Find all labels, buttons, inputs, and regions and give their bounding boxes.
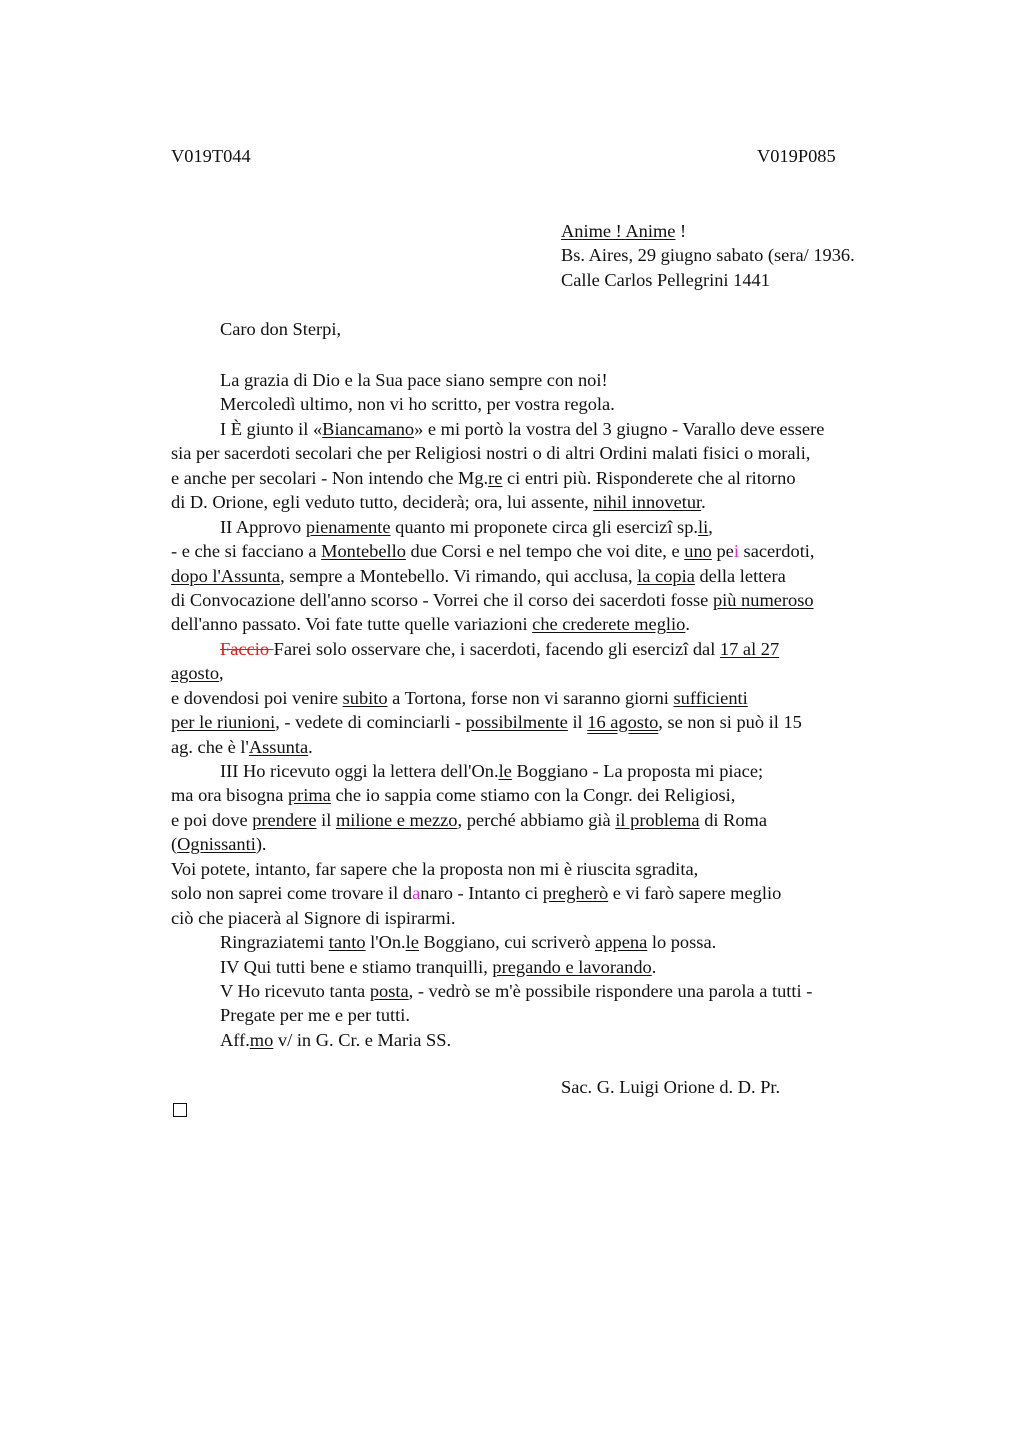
- letter-line: Mercoledì ultimo, non vi ho scritto, per vostra regola.: [220, 394, 615, 415]
- letter-line: Pregate per me e per tutti.: [220, 1005, 410, 1026]
- checkbox-square-icon: [173, 1103, 187, 1117]
- document-code-left: V019T044: [171, 146, 251, 166]
- letter-line: dell'anno passato. Voi fate tutte quelle variazioni che crederete meglio.: [171, 614, 690, 635]
- document-code-right: V019P085: [757, 146, 836, 166]
- letter-line: (Ognissanti).: [171, 834, 267, 855]
- letter-line: solo non saprei come trovare il danaro - Intanto ci pregherò e vi farò sapere meglio: [171, 883, 782, 904]
- letter-line: La grazia di Dio e la Sua pace siano sempre con noi!: [220, 370, 608, 390]
- letter-line: ag. che è l'Assunta.: [171, 736, 313, 757]
- letter-line: III Ho ricevuto oggi la lettera dell'On.le Boggiano - La proposta mi piace;: [220, 761, 764, 781]
- motto-anime-1: Anime !: [561, 221, 626, 241]
- letter-line: sia per sacerdoti secolari che per Religiosi nostri o di altri Ordini malati fisici o morali,: [171, 443, 811, 464]
- letter-line: dopo l'Assunta, sempre a Montebello. Vi rimando, qui acclusa, la copia della lettera: [171, 565, 786, 586]
- letter-line: e poi dove prendere il milione e mezzo, perché abbiamo già il problema di Roma: [171, 809, 768, 830]
- letter-line: II Approvo pienamente quanto mi proponete circa gli esercizî sp.li,: [220, 516, 713, 537]
- letter-line: Ringraziatemi tanto l'On.le Boggiano, cui scriverò appena lo possa.: [220, 932, 717, 953]
- letter-line: di Convocazione dell'anno scorso - Vorrei che il corso dei sacerdoti fosse più numeroso: [171, 589, 814, 610]
- place-date: Bs. Aires, 29 giugno sabato (sera/ 1936.: [561, 245, 855, 265]
- letter-line: agosto,: [171, 663, 224, 684]
- letter-line: per le riunioni, - vedete di cominciarli - possibilmente il 16 agosto, se non si può il 15: [171, 712, 802, 733]
- letter-line: IV Qui tutti bene e stiamo tranquilli, pregando e lavorando.: [220, 956, 657, 977]
- letter-body: [171, 368, 931, 1052]
- letter-line: di D. Orione, egli veduto tutto, deciderà; ora, lui assente, nihil innovetur.: [171, 492, 706, 513]
- letter-line: Faccio Farei solo osservare che, i sacerdoti, facendo gli esercizî dal 17 al 27: [220, 638, 780, 659]
- motto-anime-2: Anime: [625, 221, 676, 241]
- letter-line: e anche per secolari - Non intendo che Mg.re ci entri più. Risponderete che al ritorno: [171, 467, 796, 488]
- struck-word: Faccio: [220, 638, 274, 659]
- signature: Sac. G. Luigi Orione d. D. Pr.: [561, 1077, 781, 1097]
- address-line: Calle Carlos Pellegrini 1441: [561, 270, 770, 290]
- letter-line: Aff.mo v/ in G. Cr. e Maria SS.: [220, 1029, 452, 1050]
- letter-line: ma ora bisogna prima che io sappia come stiamo con la Congr. dei Religiosi,: [171, 785, 736, 806]
- letter-line: - e che si facciano a Montebello due Corsi e nel tempo che voi dite, e uno pei sacerdoti,: [171, 541, 815, 562]
- letter-line: V Ho ricevuto tanta posta, - vedrò se m'è possibile rispondere una parola a tutti -: [220, 980, 813, 1001]
- letter-line: I È giunto il «Biancamano» e mi portò la vostra del 3 giugno - Varallo deve essere: [220, 418, 825, 439]
- motto-line: Anime ! Anime !: [561, 221, 687, 241]
- salutation: Caro don Sterpi,: [220, 319, 342, 339]
- letter-line: e dovendosi poi venire subito a Tortona, forse non vi saranno giorni sufficienti: [171, 687, 748, 708]
- letter-line: Voi potete, intanto, far sapere che la proposta non mi è riuscita sgradita,: [171, 858, 699, 879]
- letter-line: ciò che piacerà al Signore di ispirarmi.: [171, 907, 456, 928]
